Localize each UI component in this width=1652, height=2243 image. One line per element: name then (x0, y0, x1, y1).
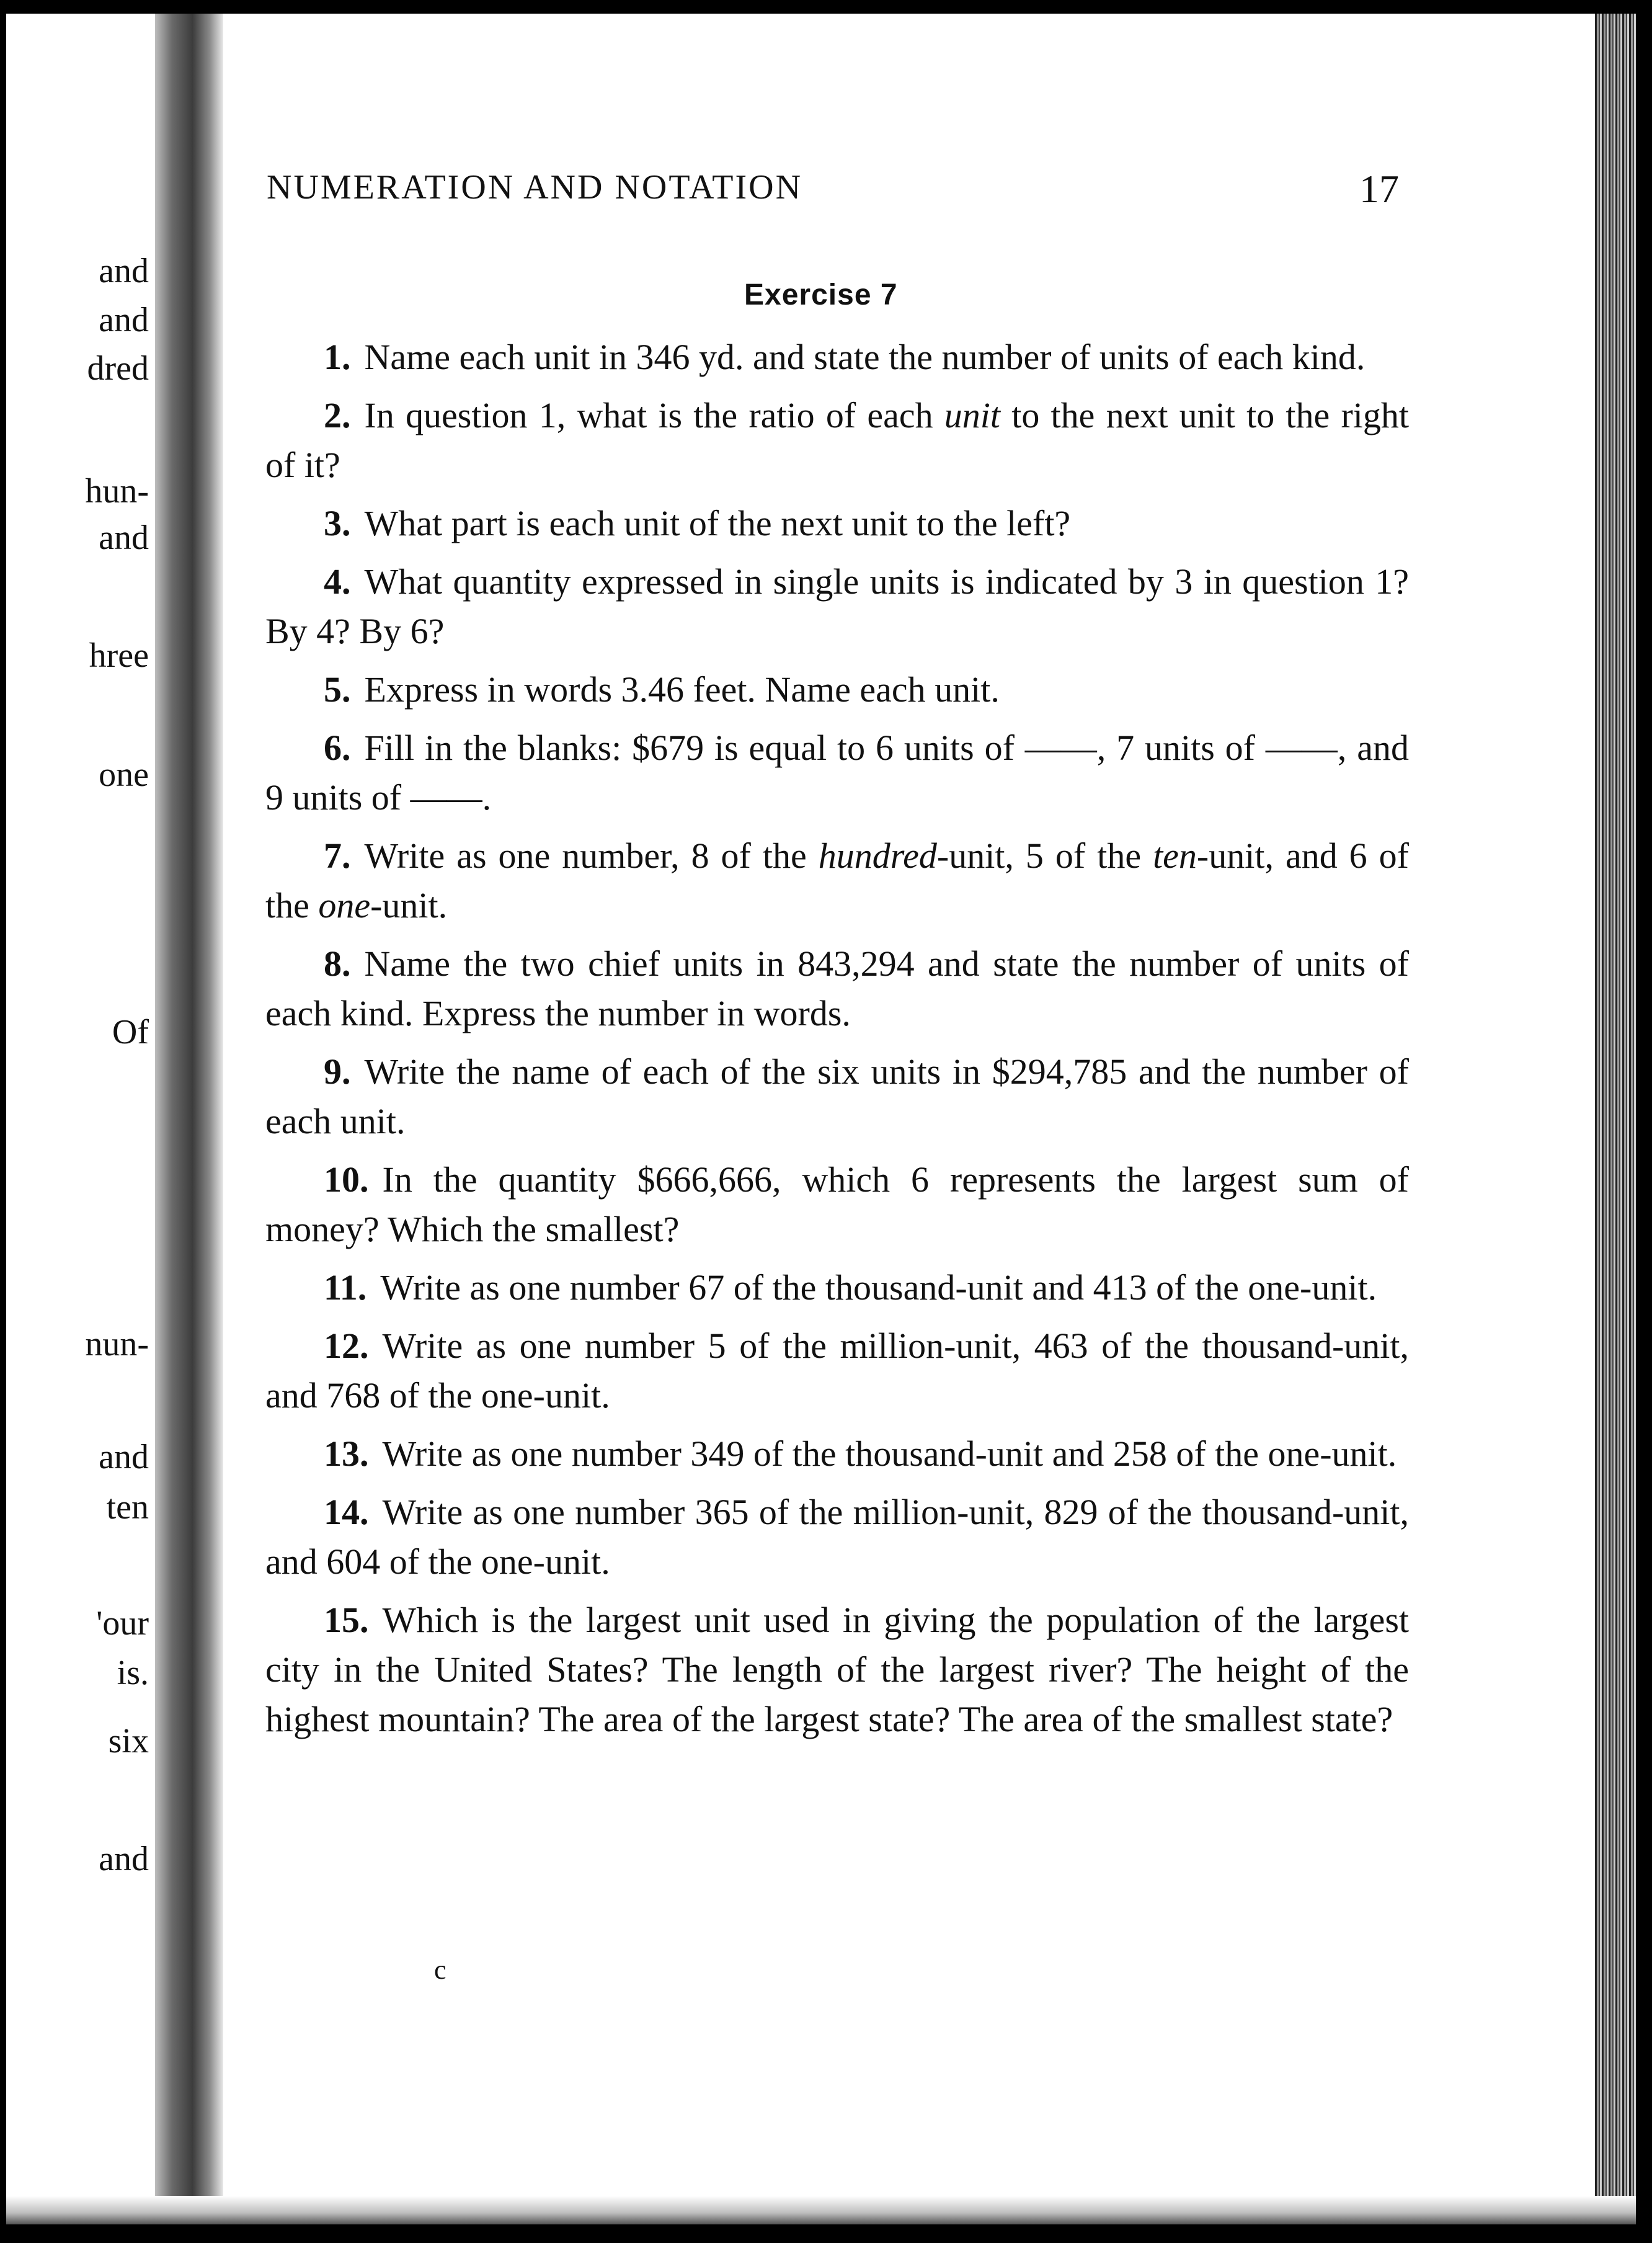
question-text: In the quantity $666,666, which 6 represents the largest sum of money? Which the smallest? (265, 1159, 1409, 1249)
scan-border-bottom (0, 2224, 1652, 2243)
fragment: nun- (85, 1325, 149, 1363)
question-text: Name the two chief units in 843,294 and state the number of units of each kind. Express the number in words. (265, 943, 1409, 1033)
scan-border-top (0, 0, 1652, 14)
fragment: six (108, 1722, 149, 1760)
fragment: and (99, 252, 149, 290)
fragment: hun- (85, 472, 149, 511)
fragment: ten (106, 1488, 149, 1527)
question-text: Which is the largest unit used in giving the population of the largest city in the United States? The length of the largest river? The height of the highest mountain? The area of the largest state? The area of the smallest state? (265, 1600, 1409, 1739)
question (265, 1487, 1409, 1587)
question-list (265, 332, 1409, 1753)
book-gutter (155, 14, 223, 2224)
question-number: 13. (324, 1434, 369, 1474)
question-text: -unit, 5 of the (936, 836, 1153, 876)
question-text: -unit. (370, 885, 448, 925)
question-number: 14. (324, 1492, 369, 1532)
fragment: and (99, 301, 149, 339)
question-number: 12. (324, 1326, 369, 1366)
question (265, 499, 1409, 548)
question (265, 831, 1409, 930)
question-number: 3. (324, 503, 351, 543)
fragment: Of (112, 1013, 149, 1051)
question (265, 1263, 1409, 1313)
italic-term: hundred (818, 836, 937, 876)
question-text: Write as one number 365 of the million-unit, 829 of the thousand-unit, and 604 of the one-unit. (265, 1492, 1409, 1582)
question-text: Write as one number, 8 of the (364, 836, 819, 876)
exercise-title: Exercise 7 (744, 279, 898, 311)
running-head: NUMERATION AND NOTATION (267, 168, 803, 207)
question-number: 15. (324, 1600, 369, 1640)
fragment: hree (89, 636, 149, 675)
question-text: Write as one number 67 of the thousand-unit and 413 of the one-unit. (380, 1267, 1377, 1308)
fragment: 'our (96, 1604, 149, 1643)
question (265, 391, 1409, 490)
question-number: 10. (324, 1159, 369, 1200)
question-number: 8. (324, 943, 351, 984)
question-text: In question 1, what is the ratio of each (364, 395, 944, 435)
question (265, 1321, 1409, 1420)
fragment: dred (87, 349, 149, 388)
question (265, 1595, 1409, 1744)
question (265, 723, 1409, 823)
question (265, 665, 1409, 715)
fragment: and (99, 1438, 149, 1476)
question-text: Write the name of each of the six units in $294,785 and the number of each unit. (265, 1051, 1409, 1141)
question (265, 1429, 1409, 1479)
fragment: is. (117, 1654, 149, 1692)
question-number: 7. (324, 836, 351, 876)
question-number: 5. (324, 669, 351, 710)
question (265, 1155, 1409, 1254)
italic-term: ten (1153, 836, 1197, 876)
question-number: 6. (324, 728, 351, 768)
question-number: 2. (324, 395, 351, 435)
facing-page-fragments (0, 0, 149, 2243)
fragment: one (99, 756, 149, 794)
question-number: 1. (324, 337, 351, 377)
question-text: What quantity expressed in single units is indicated by 3 in question 1? By 4? By 6? (265, 561, 1409, 651)
italic-term: one (318, 885, 371, 925)
question-text: Write as one number 5 of the million-unit, 463 of the thousand-unit, and 768 of the one-unit. (265, 1326, 1409, 1416)
bottom-shadow (6, 2196, 1636, 2224)
fragment: and (99, 519, 149, 557)
question-text: Fill in the blanks: $679 is equal to 6 units of ——, 7 units of ——, and 9 units of ——. (265, 728, 1409, 818)
page-number: 17 (1359, 167, 1399, 211)
question-number: 4. (324, 561, 351, 602)
question-number: 11. (324, 1267, 367, 1308)
signature-mark: c (434, 1955, 446, 1985)
question (265, 1047, 1409, 1146)
question (265, 939, 1409, 1038)
question-text: to the next unit to the right of it? (265, 395, 1409, 485)
question (265, 332, 1409, 382)
question-text: Express in words 3.46 feet. Name each unit. (364, 669, 1000, 710)
fragment: and (99, 1840, 149, 1878)
question-text: Write as one number 349 of the thousand-unit and 258 of the one-unit. (382, 1434, 1397, 1474)
question-text: -unit, and 6 of the (265, 836, 1409, 925)
question-text: Name each unit in 346 yd. and state the number of units of each kind. (364, 337, 1366, 377)
question (265, 557, 1409, 656)
question-text: What part is each unit of the next unit to the left? (364, 503, 1071, 543)
page-edges (1595, 14, 1636, 2224)
question-number: 9. (324, 1051, 351, 1092)
scan-border-right (1636, 0, 1652, 2243)
italic-term: unit (944, 395, 1001, 435)
